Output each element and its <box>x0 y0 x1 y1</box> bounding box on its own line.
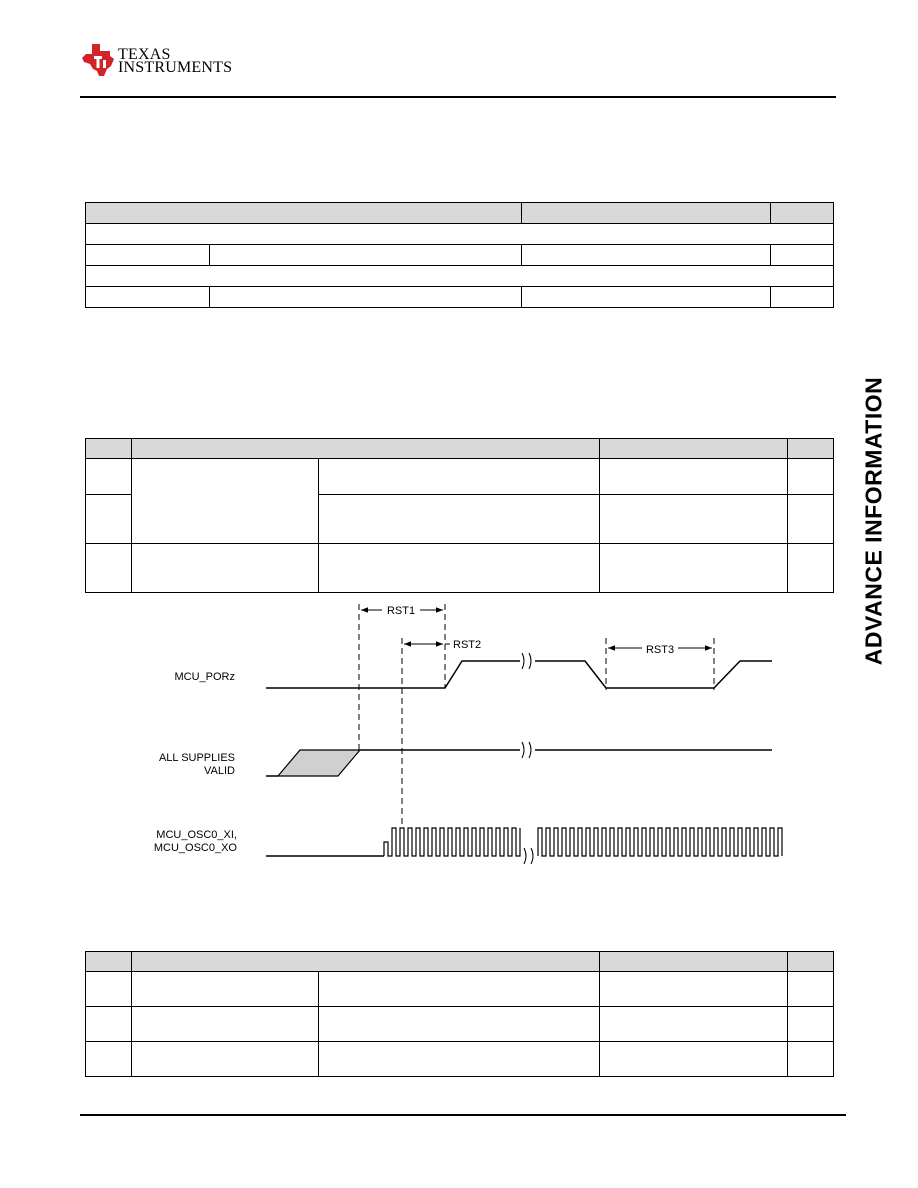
table-row <box>86 972 834 1007</box>
table-cell <box>522 287 771 308</box>
table-cell <box>86 459 132 495</box>
header-cell <box>600 952 788 972</box>
table-cell <box>788 1007 834 1042</box>
advance-information-banner <box>852 356 896 686</box>
footer-rule <box>80 1114 846 1116</box>
table-cell <box>319 495 600 544</box>
rst2-label: RST2 <box>453 639 482 651</box>
signal-label-osc-line2: MCU_OSC0_XO <box>153 842 237 854</box>
header-cell <box>788 439 834 459</box>
table-cell <box>319 972 600 1007</box>
header-cell <box>132 952 600 972</box>
table-row <box>86 1007 834 1042</box>
section-cell <box>86 266 834 287</box>
table-cell <box>86 495 132 544</box>
header-cell <box>86 952 132 972</box>
table-cell <box>788 495 834 544</box>
table-cell <box>132 1007 319 1042</box>
signal-label-osc-line1: MCU_OSC0_XI, <box>156 829 237 841</box>
table-cell <box>319 1007 600 1042</box>
table-cell <box>86 544 132 593</box>
table-cell <box>86 245 210 266</box>
break-symbol-supplies <box>522 742 531 758</box>
break-symbol-osc <box>524 848 533 864</box>
osc-clock-waveform <box>384 828 520 856</box>
rst3-label: RST3 <box>645 644 675 656</box>
brand-line-1: TEXAS <box>118 46 171 63</box>
signal-label-supplies-line2: VALID <box>204 765 235 777</box>
signal-label-mcu-porz: MCU_PORz <box>174 671 235 683</box>
brand-name <box>118 48 232 74</box>
table-cell <box>600 459 788 495</box>
table-cell <box>132 459 319 544</box>
reset-timing-diagram <box>80 598 840 878</box>
ti-state-logo-icon <box>80 42 116 78</box>
table-cell <box>319 544 600 593</box>
rst1-label: RST1 <box>386 605 416 617</box>
table-cell <box>600 544 788 593</box>
table-cell <box>132 972 319 1007</box>
table-cell <box>132 1042 319 1077</box>
table-cell <box>600 972 788 1007</box>
supply-ramp <box>278 750 360 776</box>
table-cell <box>210 245 522 266</box>
section-cell <box>86 224 834 245</box>
table-cell <box>522 245 771 266</box>
table-cell <box>132 544 319 593</box>
table-cell <box>319 1042 600 1077</box>
header-cell <box>771 203 834 224</box>
table-row <box>86 459 834 495</box>
header-cell <box>86 439 132 459</box>
header-cell <box>132 439 600 459</box>
banner-text: ADVANCE INFORMATION <box>860 376 887 666</box>
osc-clock-waveform-2 <box>538 828 782 856</box>
table-cell <box>86 287 210 308</box>
header-cell <box>522 203 771 224</box>
table-row <box>86 245 834 266</box>
table-cell <box>771 287 834 308</box>
table-cell <box>86 1007 132 1042</box>
table-section-row <box>86 224 834 245</box>
table-header-row <box>86 952 834 972</box>
table-cell <box>788 972 834 1007</box>
brand-line-2: INSTRUMENTS <box>118 59 233 76</box>
table-cell <box>319 459 600 495</box>
ti-logo <box>80 42 233 82</box>
table-row <box>86 544 834 593</box>
break-symbol-porz <box>522 653 531 669</box>
table-cell <box>788 544 834 593</box>
header-rule <box>80 96 836 98</box>
mcu-porz-waveform-2 <box>535 661 772 688</box>
header-cell <box>600 439 788 459</box>
header-cell <box>788 952 834 972</box>
table-cell <box>86 972 132 1007</box>
table-cell <box>600 495 788 544</box>
table-1 <box>85 202 834 308</box>
table-cell <box>86 1042 132 1077</box>
table-header-row <box>86 203 834 224</box>
table-cell <box>788 459 834 495</box>
table-cell <box>600 1042 788 1077</box>
table-cell <box>788 1042 834 1077</box>
mcu-porz-waveform <box>266 661 520 688</box>
table-cell <box>600 1007 788 1042</box>
table-cell <box>210 287 522 308</box>
table-section-row <box>86 266 834 287</box>
table-cell <box>771 245 834 266</box>
header-cell <box>86 203 522 224</box>
table-row <box>86 287 834 308</box>
signal-label-supplies-line1: ALL SUPPLIES <box>158 752 235 764</box>
table-2 <box>85 438 834 593</box>
table-header-row <box>86 439 834 459</box>
table-row <box>86 1042 834 1077</box>
table-3 <box>85 951 834 1077</box>
